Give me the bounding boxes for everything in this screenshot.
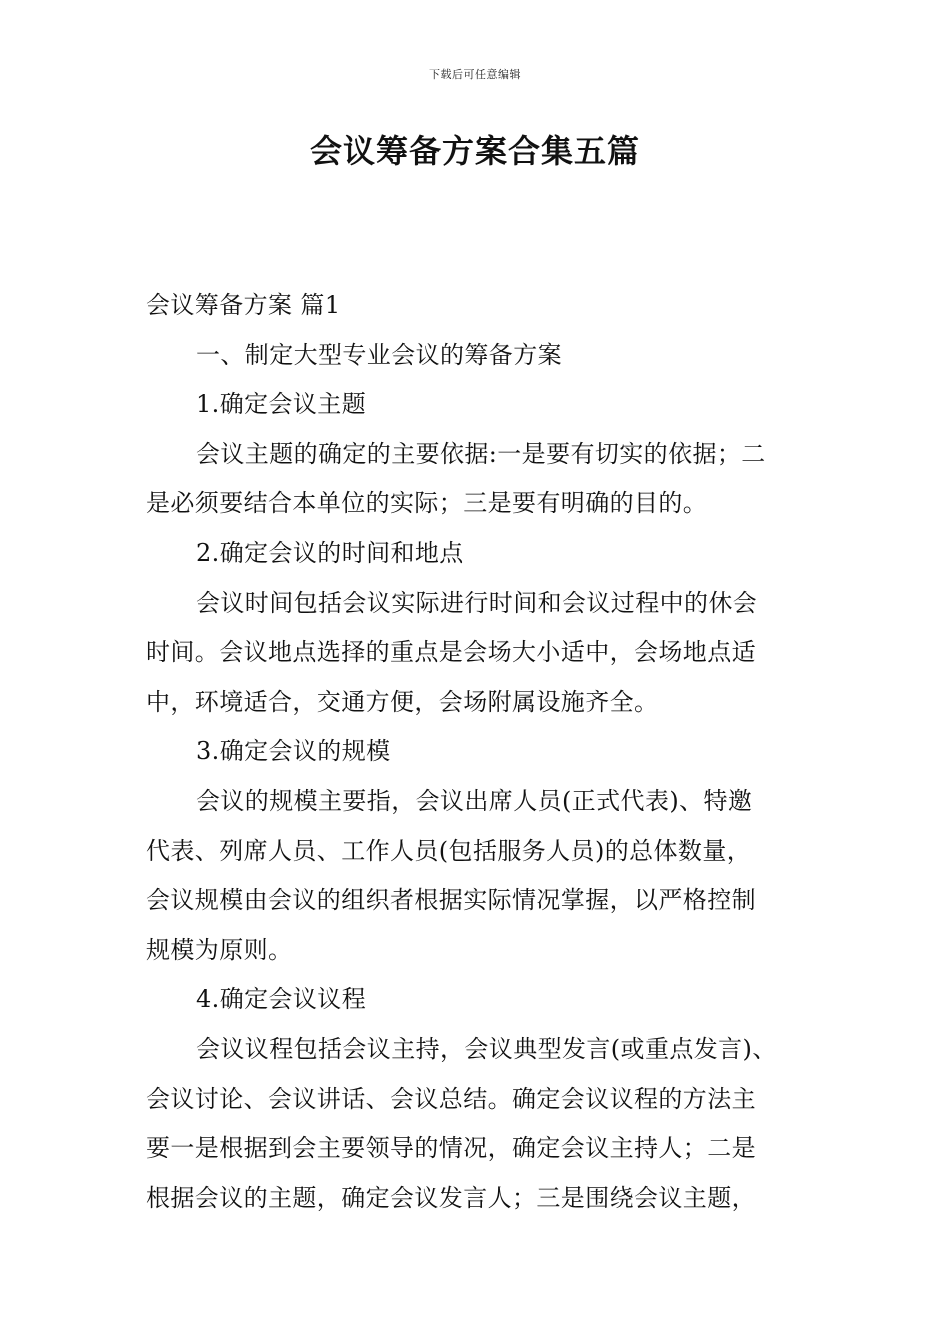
body-line: 时间。会议地点选择的重点是会场大小适中，会场地点适 [146,638,756,667]
document-title: 会议筹备方案合集五篇 [309,132,640,170]
body-line: 会议规模由会议的组织者根据实际情况掌握，以严格控制 [146,886,756,915]
header-note: 下载后可任意编辑 [429,68,521,81]
body-line: 会议主题的确定的主要依据:一是要有切实的依据；二 [196,439,766,468]
body-line: 代表、列席人员、工作人员(包括服务人员)的总体数量， [146,836,752,865]
section-heading: 会议筹备方案 篇1 [146,291,341,319]
body-line: 是必须要结合本单位的实际；三是要有明确的目的。 [146,489,708,518]
body-line: 4.确定会议议程 [196,985,367,1014]
document-body [146,281,810,1223]
body-line: 会议时间包括会议实际进行时间和会议过程中的休会 [196,588,758,617]
body-line: 中，环境适合，交通方便，会场附属设施齐全。 [146,687,659,716]
body-line: 会议讨论、会议讲话、会议总结。确定会议议程的方法主 [146,1084,756,1113]
body-lines [146,331,810,1224]
body-line: 1.确定会议主题 [196,390,367,419]
body-line: 要一是根据到会主要领导的情况，确定会议主持人；二是 [146,1134,756,1163]
body-line: 规模为原则。 [146,935,293,964]
body-line: 根据会议的主题，确定会议发言人；三是围绕会议主题， [146,1183,756,1212]
body-line: 会议的规模主要指，会议出席人员(正式代表)、特邀 [196,786,753,815]
body-line: 3.确定会议的规模 [196,737,391,766]
body-line: 会议议程包括会议主持，会议典型发言(或重点发言)、 [196,1034,777,1063]
body-line: 2.确定会议的时间和地点 [196,538,464,567]
body-line: 一、制定大型专业会议的筹备方案 [196,340,562,369]
